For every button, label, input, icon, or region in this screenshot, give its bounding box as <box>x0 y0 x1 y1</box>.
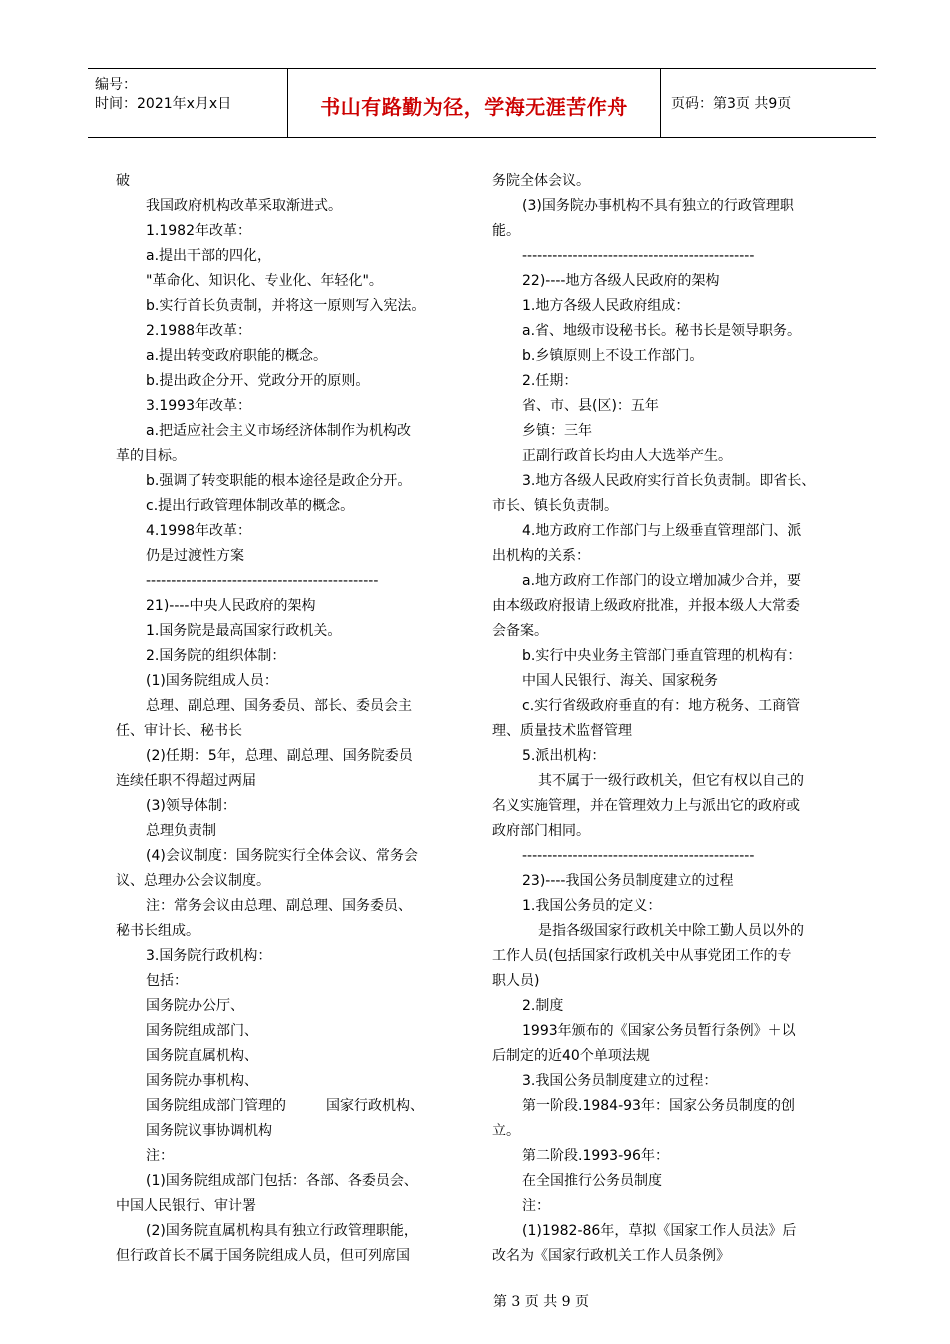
text-line <box>116 294 462 319</box>
text-line-content: 职人员) <box>492 973 540 989</box>
text-line-content: 22)----地方各级人民政府的架构 <box>522 273 720 289</box>
text-line-content: a.提出转变政府职能的概念。 <box>146 348 328 364</box>
text-line <box>492 1219 838 1244</box>
text-line <box>492 894 838 919</box>
text-line <box>492 1194 838 1219</box>
text-line-content: 5.派出机构： <box>522 748 606 764</box>
text-line <box>116 569 462 594</box>
text-line-content: 3.地方各级人民政府实行首长负责制。即省长、 <box>522 473 816 489</box>
text-line <box>116 1119 462 1144</box>
text-line <box>492 844 838 869</box>
text-line-content: 2.国务院的组织体制： <box>146 648 286 664</box>
text-line <box>492 1119 838 1144</box>
text-line-content: b.提出政企分开、党政分开的原则。 <box>146 373 370 389</box>
text-line <box>116 269 462 294</box>
text-line <box>116 444 462 469</box>
text-line-content: 1.国务院是最高国家行政机关。 <box>146 623 342 639</box>
text-line <box>492 944 838 969</box>
text-line <box>492 869 838 894</box>
text-line-suffix: 国家行政机构、 <box>326 1098 424 1114</box>
text-line <box>116 1219 462 1244</box>
text-line-content: 1993年颁布的《国家公务员暂行条例》＋以 <box>522 1023 796 1039</box>
text-line-content: 名义实施管理，并在管理效力上与派出它的政府或 <box>492 798 800 814</box>
text-line <box>116 244 462 269</box>
text-line <box>116 1044 462 1069</box>
header-motto-cell <box>288 69 661 137</box>
text-line <box>492 244 838 269</box>
document-code-label: 编号： <box>95 77 137 93</box>
text-line <box>116 369 462 394</box>
text-line <box>492 1144 838 1169</box>
header-page-cell <box>661 69 876 137</box>
text-line <box>116 1019 462 1044</box>
text-line-content: 国务院直属机构、 <box>146 1048 258 1064</box>
text-line <box>492 1244 838 1269</box>
text-line <box>116 744 462 769</box>
document-time-label: 时间：2021年x月x日 <box>95 96 232 112</box>
text-line-content: 政府部门相同。 <box>492 823 590 839</box>
text-line <box>116 519 462 544</box>
text-line-content: (3)国务院办事机构不具有独立的行政管理职 <box>522 198 794 214</box>
text-line <box>492 719 838 744</box>
text-line <box>492 919 838 944</box>
text-line-content: 2.1988年改革： <box>146 323 251 339</box>
text-line-content: 国务院议事协调机构 <box>146 1123 272 1139</box>
text-line-content: 包括： <box>146 973 188 989</box>
text-line <box>492 1069 838 1094</box>
text-line-content: ---------------------------------------------- <box>522 848 755 864</box>
footer-page-number: 第 3 页 共 9 页 <box>492 1294 590 1310</box>
text-line <box>116 344 462 369</box>
text-line <box>116 719 462 744</box>
text-line <box>492 594 838 619</box>
text-line-content: b.实行首长负责制，并将这一原则写入宪法。 <box>146 298 426 314</box>
text-line-content: 理、质量技术监督管理 <box>492 723 632 739</box>
text-line <box>116 819 462 844</box>
text-line <box>492 494 838 519</box>
text-line-content: 第二阶段.1993-96年： <box>522 1148 669 1164</box>
text-line <box>116 619 462 644</box>
text-line <box>492 269 838 294</box>
text-line-content: 4.1998年改革： <box>146 523 251 539</box>
text-line <box>116 894 462 919</box>
text-line <box>116 919 462 944</box>
text-line-content: (1)国务院组成部门包括：各部、各委员会、 <box>146 1173 418 1189</box>
text-line-content: 中国人民银行、审计署 <box>116 1198 256 1214</box>
text-line-content: 其不属于一级行政机关，但它有权以自己的 <box>538 773 804 789</box>
text-line-content: 省、市、县(区)：五年 <box>522 398 659 414</box>
text-line-content: 务院全体会议。 <box>492 173 590 189</box>
header-page-number: 页码：第3页 共9页 <box>671 96 792 112</box>
text-line <box>492 669 838 694</box>
text-line <box>492 619 838 644</box>
text-line <box>492 1169 838 1194</box>
text-line <box>492 369 838 394</box>
text-line-content: 是指各级国家行政机关中除工勤人员以外的 <box>538 923 804 939</box>
text-line <box>116 469 462 494</box>
text-line <box>492 694 838 719</box>
text-line <box>492 219 838 244</box>
header-meta-cell <box>88 69 288 137</box>
text-line <box>116 769 462 794</box>
text-line <box>492 744 838 769</box>
text-line-content: 市长、镇长负责制。 <box>492 498 618 514</box>
text-line <box>116 844 462 869</box>
text-line <box>116 594 462 619</box>
right-text-column <box>492 169 838 1269</box>
text-line <box>116 669 462 694</box>
text-line <box>492 294 838 319</box>
text-line-content: 立。 <box>492 1123 520 1139</box>
text-line-content: c.提出行政管理体制改革的概念。 <box>146 498 355 514</box>
text-line <box>116 1194 462 1219</box>
text-line-content: ---------------------------------------------- <box>146 573 379 589</box>
text-line-content: ---------------------------------------------- <box>522 248 755 264</box>
text-line-content: 任、审计长、秘书长 <box>116 723 242 739</box>
text-line <box>116 794 462 819</box>
text-line <box>492 519 838 544</box>
text-line-content: (1)国务院组成人员： <box>146 673 278 689</box>
text-line-content: 在全国推行公务员制度 <box>522 1173 662 1189</box>
text-line <box>492 169 838 194</box>
text-line-content: 4.地方政府工作部门与上级垂直管理部门、派 <box>522 523 802 539</box>
text-line-content: 总理、副总理、国务委员、部长、委员会主 <box>146 698 412 714</box>
text-line-content: (1)1982-86年，草拟《国家工作人员法》后 <box>522 1223 797 1239</box>
text-line-content: 由本级政府报请上级政府批准，并报本级人大常委 <box>492 598 800 614</box>
text-line <box>492 644 838 669</box>
text-line-content: 但行政首长不属于国务院组成人员，但可列席国 <box>116 1248 410 1264</box>
text-line-content: b.实行中央业务主管部门垂直管理的机构有： <box>522 648 802 664</box>
text-line <box>116 694 462 719</box>
text-line <box>116 1244 462 1269</box>
text-line-content: 3.1993年改革： <box>146 398 251 414</box>
text-line-content: 国务院组成部门、 <box>146 1023 258 1039</box>
left-text-column <box>116 169 462 1269</box>
text-line-content: b.乡镇原则上不设工作部门。 <box>522 348 704 364</box>
text-line <box>492 319 838 344</box>
text-line-content: 23)----我国公务员制度建立的过程 <box>522 873 734 889</box>
text-line <box>492 994 838 1019</box>
text-line <box>116 869 462 894</box>
text-line <box>116 1144 462 1169</box>
text-line-content: 改名为《国家行政机关工作人员条例》 <box>492 1248 730 1264</box>
text-line <box>492 969 838 994</box>
text-line-content: 国务院组成部门管理的 <box>146 1098 286 1114</box>
text-line <box>116 219 462 244</box>
text-line <box>116 969 462 994</box>
text-line <box>116 419 462 444</box>
text-line-content: 议、总理办公会议制度。 <box>116 873 270 889</box>
text-line <box>492 444 838 469</box>
text-line-content: 能。 <box>492 223 520 239</box>
page-header <box>88 68 876 138</box>
text-line <box>116 944 462 969</box>
text-line-content: b.强调了转变职能的根本途径是政企分开。 <box>146 473 412 489</box>
text-line <box>116 494 462 519</box>
text-line-content: 注： <box>522 1198 550 1214</box>
text-line-content: 破 <box>116 173 130 189</box>
text-line <box>492 1044 838 1069</box>
text-line-content: 1.我国公务员的定义： <box>522 898 662 914</box>
text-line <box>492 194 838 219</box>
text-line-content: (2)任期：5年，总理、副总理、国务院委员 <box>146 748 413 764</box>
text-line <box>492 819 838 844</box>
text-line-content: 第一阶段.1984-93年：国家公务员制度的创 <box>522 1098 795 1114</box>
text-line-content: 注：常务会议由总理、副总理、国务委员、 <box>146 898 412 914</box>
text-line-content: 出机构的关系： <box>492 548 590 564</box>
text-line-content: 注： <box>146 1148 174 1164</box>
text-line <box>116 319 462 344</box>
header-motto: 书山有路勤为径，学海无涯苦作舟 <box>320 95 628 119</box>
text-line <box>492 1094 838 1119</box>
text-line <box>492 1019 838 1044</box>
text-line-content: 秘书长组成。 <box>116 923 200 939</box>
text-line <box>492 544 838 569</box>
text-line <box>116 644 462 669</box>
text-line <box>492 419 838 444</box>
text-line-content: "革命化、知识化、专业化、年轻化"。 <box>146 273 383 289</box>
text-line-content: 工作人员(包括国家行政机关中从事党团工作的专 <box>492 948 792 964</box>
text-line-content: (3)领导体制： <box>146 798 236 814</box>
text-line-content: 我国政府机构改革采取渐进式。 <box>146 198 342 214</box>
text-line <box>116 544 462 569</box>
text-line-content: a.省、地级市设秘书长。秘书长是领导职务。 <box>522 323 802 339</box>
text-line-content: 革的目标。 <box>116 448 186 464</box>
text-line <box>116 394 462 419</box>
text-line <box>492 569 838 594</box>
text-line-content: 3.国务院行政机构： <box>146 948 272 964</box>
text-line <box>492 344 838 369</box>
text-line-content: a.把适应社会主义市场经济体制作为机构改 <box>146 423 412 439</box>
text-line-content: a.地方政府工作部门的设立增加减少合并，要 <box>522 573 802 589</box>
text-line-content: 中国人民银行、海关、国家税务 <box>522 673 718 689</box>
text-line <box>116 1169 462 1194</box>
text-line-content: 正副行政首长均由人大选举产生。 <box>522 448 732 464</box>
text-line <box>492 394 838 419</box>
text-line-content: 1.地方各级人民政府组成： <box>522 298 690 314</box>
text-line-content: 3.我国公务员制度建立的过程： <box>522 1073 718 1089</box>
text-line <box>116 169 462 194</box>
text-line-content: 1.1982年改革： <box>146 223 251 239</box>
text-line <box>116 194 462 219</box>
text-line-content: 21)----中央人民政府的架构 <box>146 598 316 614</box>
text-line <box>116 1069 462 1094</box>
text-line-content: a.提出干部的四化， <box>146 248 272 264</box>
text-line-content: 总理负责制 <box>146 823 216 839</box>
text-line <box>492 769 838 794</box>
text-line-content: 后制定的近40个单项法规 <box>492 1048 650 1064</box>
text-line-content: c.实行省级政府垂直的有：地方税务、工商管 <box>522 698 801 714</box>
text-line-content: 乡镇：三年 <box>522 423 592 439</box>
text-line-content: 2.制度 <box>522 998 564 1014</box>
text-line <box>492 794 838 819</box>
text-line-content: 仍是过渡性方案 <box>146 548 244 564</box>
page-footer <box>0 1291 950 1311</box>
text-line-content: (2)国务院直属机构具有独立行政管理职能， <box>146 1223 418 1239</box>
text-line <box>116 1094 462 1119</box>
text-line-content: (4)会议制度：国务院实行全体会议、常务会 <box>146 848 418 864</box>
text-line <box>116 994 462 1019</box>
text-line-content: 会备案。 <box>492 623 548 639</box>
text-line-content: 2.任期： <box>522 373 578 389</box>
text-line-content: 连续任职不得超过两届 <box>116 773 256 789</box>
text-line-content: 国务院办公厅、 <box>146 998 244 1014</box>
text-line <box>492 469 838 494</box>
text-line-content: 国务院办事机构、 <box>146 1073 258 1089</box>
